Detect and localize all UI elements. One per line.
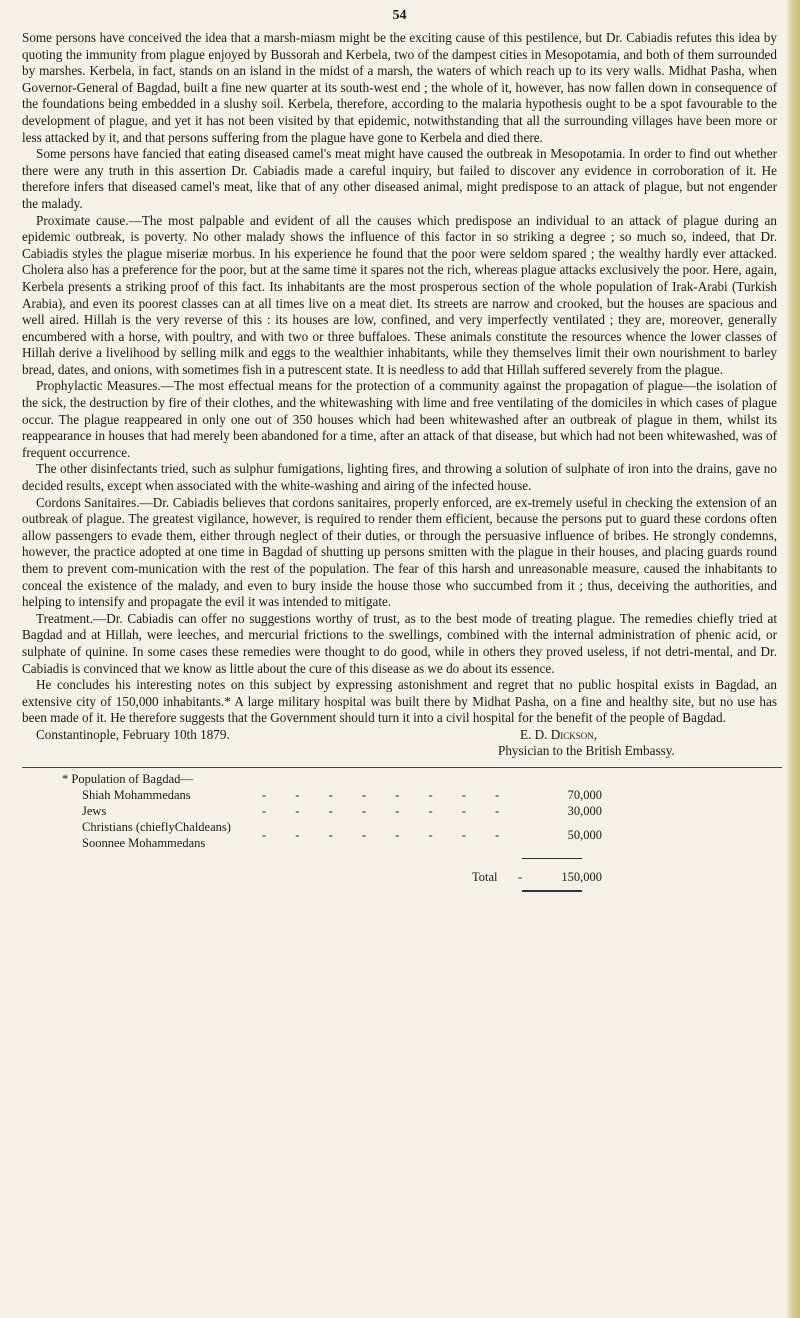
paragraph-cordons-sanitaires: Cordons Sanitaires.—Dr. Cabiadis believes that cordons sanitaires, properly enforced, are ex-tremely useful in checking the extension of an outbreak of plague. The greatest vigilance, however, is required to render them efficient, because the persons put to guard these cordons often allow passengers to evade them, either through neglect of their duties, or through the persuasive influence of bribes. He strongly condemns, however, the practice adopted at one time in Bagdad of shutting up persons smitten with the plague in their houses, and placing guards round them to prevent com-munication with the rest of the population. The fear of this harsh and unreasonable measure, caused the inhabitants to conceal the existence of the malady, and even to bury inside the house those who succumbed from it ; thus, deceiving the authorities, and helping to intensify and propagate the evil it was intended to mitigate. [22,494,777,610]
footnote-divider [22,767,782,768]
footnote-row-value: 50,000 [567,827,602,842]
footnote-row-dots: - - - - - - - - [262,803,513,818]
paragraph-marsh-miasm: Some persons have conceived the idea that a marsh-miasm might be the exciting cause of this pestilence, but Dr. Cabiadis refutes this idea by quoting the immunity from plague enjoyed by Bussorah and Kerbela, two of the dampest cities in Mesopotamia, and both of them surrounded by marshes. Kerbela, in fact, stands on an island in the midst of a marsh, the waters of which reach up to its very walls. Midhat Pasha, when Governor-General of Bagdad, built a fine new quarter at its south-west end ; the whole of it, however, has now fallen down in consequence of the foundations being embedded in a slushy soil. Kerbela, therefore, according to the malaria hypothesis ought to be a spot favourable to the development of plague, and yet it has not been visited by that epidemic, notwithstanding that all the surrounding villages have been more or less attacked by it, and that persons suffering from the plague have gone to Kerbela and died there. [22,30,777,145]
footnote-row-label: Jews [82,803,107,818]
signature-title: Physician to the British Embassy. [498,742,675,758]
paragraph-prophylactic-measures: Prophylactic Measures.—The most effectual means for the protection of a community against the propagation of plague—the isolation of the sick, the destruction by fire of their clothes, and the whitewashing with lime and free ventilating of the domiciles in which cases of plague occur. The plague reappeared in only one out of 350 houses which had been whitewashed after an outbreak of plague in them, whilst its reappearance in houses that had merely been abandoned for a time, after an attack of that disease, but which had not been whitewashed, was of frequent occurrence. [22,378,777,460]
page-number: 54 [392,8,407,23]
footnote-row-value: 70,000 [567,787,602,802]
total-rule [522,890,582,892]
paragraph-conclusion: He concludes his interesting notes on this subject by expressing astonishment and regret that no public hospital exists in Bagdad, an extensive city of 150,000 inhabitants.* A large military hospital was built there by Midhat Pasha, on a fine and healthy site, but no use has been made of it. He therefore suggests that the Government should turn it into a civil hospital for the benefit of the people of Bagdad. [22,677,777,726]
footnote-row-label: Shiah Mohammedans [82,787,191,802]
footnote-row-dots: - - - - - - - - [262,787,513,802]
footnote-heading: * Population of Bagdad— [62,771,193,786]
footnote-row-label: Soonnee Mohammedans [82,835,206,850]
document-page [22,8,777,942]
paragraph-disinfectants: The other disinfectants tried, such as sulphur fumigations, lighting fires, and throwing a solution of sulphate of iron into the drains, gave no decided results, except when associated with the white-washing and airing of the infected house. [22,461,777,494]
signature-date: Constantinople, February 10th 1879. [36,726,230,742]
page-edge-binding [786,0,800,1318]
footnote-population-table [62,772,777,942]
footnote-row-value: 30,000 [567,803,602,818]
paragraph-camel-meat: Some persons have fancied that eating diseased camel's meat might have caused the outbreak in Mesopotamia. In order to find out whether there were any truth in this assertion Dr. Cabiadis made a careful inquiry, but failed to discover any evidence in corroboration of it. He therefore infers that diseased camel's meat, like that of any other diseased animal, might predispose to an attack of plague, but not engender the malady. [22,146,777,211]
footnote-total-value: 150,000 [561,869,602,884]
signature-block [22,727,777,761]
paragraph-proximate-cause: Proximate cause.—The most palpable and evident of all the causes which predispose an individual to an attack of plague during an epidemic outbreak, is poverty. No other malady shows the influence of this factor in so striking a degree ; so much so, indeed, that Dr. Cabiadis styles the plague miseriæ morbus. In his experience he found that the poor were seldom spared ; the wealthy hardly ever attacked. Cholera also has a preference for the poor, but at the same time it spares not the rich, whereas plague attacks exclusively the poor. Here, again, Kerbela presents a striking proof of this fact. Its inhabitants are the most prosperous section of the whole population of Irak-Arabi (Turkish Arabia), and even its poorest classes can at all times live on a meat diet. Its streets are narrow and crooked, but the houses are spacious and well aired. Hillah is the very reverse of this : its houses are low, confined, and very imperfectly ventilated ; they are, moreover, generally encumbered with a horse, with poultry, and with two or three buffaloes. These animals constitute the resources whence the lower classes of Hillah derive a livelihood by selling milk and eggs to the wealthier inhabitants, while they themselves limit their own nourishment to barley bread, dates, and onions, with sometimes fish in a putrescent state. It is needless to add that Hillah suffered severely from the plague. [22,212,777,377]
footnote-row-dots: - - - - - - - - [262,827,513,842]
paragraph-treatment: Treatment.—Dr. Cabiadis can offer no suggestions worthy of trust, as to the best mode of treating plague. The remedies chiefly tried at Bagdad and at Hillah, were leeches, and mercurial frictions to the swellings, combined with the internal administration of phenic acid, or sulphate of quinine. In some cases these remedies were thought to do good, while in others they proved useless, if not detri-mental, and Dr. Cabiadis is convinced that we know as little about the cure of this disease as we do about its essence. [22,610,777,676]
footnote-total-dash: - [518,869,523,884]
sum-rule [522,858,582,859]
footnote-total-label: Total [472,869,498,884]
footnote-row-label: Christians (chieflyChaldeans) [82,819,231,834]
signature-name: E. D. Dickson, [520,726,598,742]
